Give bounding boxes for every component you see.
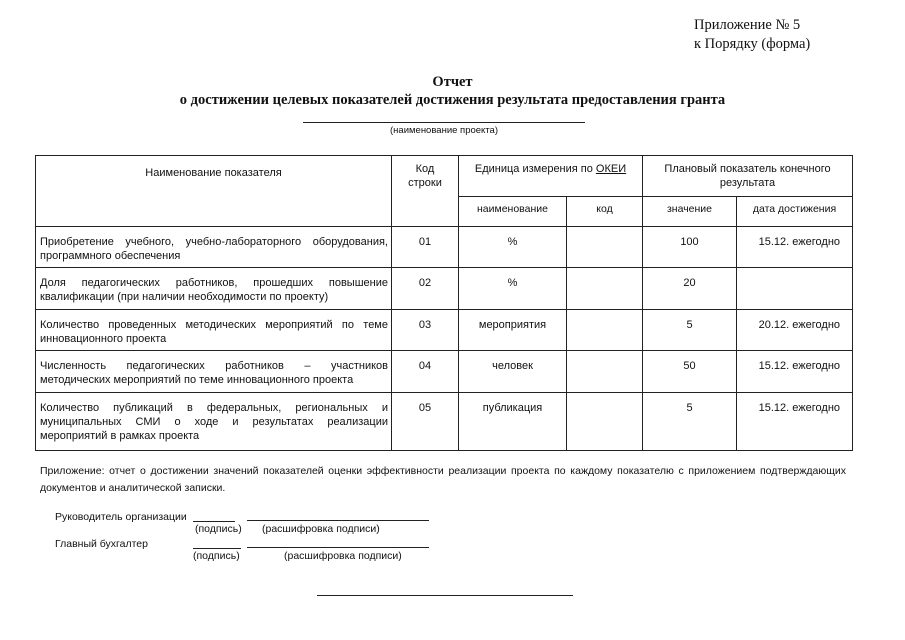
header-row-code-line2: строки bbox=[408, 177, 442, 189]
accountant-decode-caption: (расшифровка подписи) bbox=[284, 550, 402, 562]
header-plan: Плановый показатель конечного результата bbox=[643, 156, 853, 197]
row-indicator-name: Количество проведенных методических мероприятий по теме инновационного проекта bbox=[36, 310, 392, 351]
annex-header bbox=[694, 16, 810, 54]
row-unit-code bbox=[567, 351, 643, 393]
row-unit: человек bbox=[459, 351, 567, 393]
accountant-signature-label: Главный бухгалтер bbox=[55, 538, 148, 550]
table-row bbox=[36, 393, 853, 451]
row-code: 01 bbox=[392, 227, 459, 268]
head-decode-caption: (расшифровка подписи) bbox=[262, 523, 380, 535]
table-row bbox=[36, 351, 853, 393]
row-indicator-name: Доля педагогических работников, прошедших повышение квалификации (при наличии необходимости по проекту) bbox=[36, 268, 392, 310]
header-unit bbox=[459, 156, 643, 197]
header-unit-prefix: Единица измерения по bbox=[474, 163, 596, 175]
table-row bbox=[36, 268, 853, 310]
subheader-date: дата достижения bbox=[737, 197, 853, 227]
row-value: 20 bbox=[643, 268, 737, 310]
row-unit: мероприятия bbox=[459, 310, 567, 351]
project-name-line bbox=[303, 122, 585, 123]
row-value: 100 bbox=[643, 227, 737, 268]
accountant-signature-line bbox=[193, 548, 241, 549]
row-value: 5 bbox=[643, 393, 737, 451]
header-indicator: Наименование показателя bbox=[36, 156, 392, 227]
subheader-unit-code: код bbox=[567, 197, 643, 227]
head-decode-line bbox=[247, 520, 429, 521]
row-date: 15.12. ежегодно bbox=[737, 393, 853, 451]
row-date: 15.12. ежегодно bbox=[737, 227, 853, 268]
indicators-table bbox=[35, 155, 853, 451]
head-signature-line bbox=[193, 521, 235, 522]
attachment-note: Приложение: отчет о достижении значений показателей оценки эффективности реализации проекта по каждому показателю с приложением подтверждающих документов и аналитической записки. bbox=[40, 465, 846, 494]
row-code: 03 bbox=[392, 310, 459, 351]
row-code: 02 bbox=[392, 268, 459, 310]
accountant-decode-line bbox=[247, 547, 429, 548]
report-subtitle: о достижении целевых показателей достижения результата предоставления гранта bbox=[179, 92, 726, 108]
row-unit: публикация bbox=[459, 393, 567, 451]
subheader-unit-name: наименование bbox=[459, 197, 567, 227]
accountant-signature-caption: (подпись) bbox=[193, 550, 240, 562]
row-date: 15.12. ежегодно bbox=[737, 351, 853, 393]
row-unit: % bbox=[459, 268, 567, 310]
row-code: 05 bbox=[392, 393, 459, 451]
row-date bbox=[737, 268, 853, 310]
row-value: 5 bbox=[643, 310, 737, 351]
row-unit-code bbox=[567, 393, 643, 451]
row-unit-code bbox=[567, 227, 643, 268]
head-signature-label: Руководитель организации bbox=[55, 511, 187, 523]
row-indicator-name: Приобретение учебного, учебно-лабораторного оборудования, программного обеспечения bbox=[36, 227, 392, 268]
annex-order: к Порядку (форма) bbox=[694, 36, 811, 52]
row-value: 50 bbox=[643, 351, 737, 393]
table-header-row bbox=[36, 156, 853, 197]
project-name-caption: (наименование проекта) bbox=[390, 125, 498, 136]
head-signature-caption: (подпись) bbox=[195, 523, 242, 535]
footer-rule bbox=[317, 595, 573, 596]
row-unit: % bbox=[459, 227, 567, 268]
row-indicator-name: Количество публикаций в федеральных, региональных и муниципальных СМИ о ходе и результатах реализации мероприятий в рамках проекта bbox=[36, 393, 392, 451]
row-unit-code bbox=[567, 310, 643, 351]
subheader-value: значение bbox=[643, 197, 737, 227]
table-row bbox=[36, 227, 853, 268]
header-unit-okei: ОКЕИ bbox=[595, 163, 627, 175]
header-row-code-line1: Код bbox=[415, 163, 435, 175]
header-row-code bbox=[392, 156, 459, 227]
row-indicator-name: Численность педагогических работников – участников методических мероприятий по теме инновационного проекта bbox=[36, 351, 392, 393]
annex-number: Приложение № 5 bbox=[694, 17, 801, 33]
row-unit-code bbox=[567, 268, 643, 310]
row-date: 20.12. ежегодно bbox=[737, 310, 853, 351]
report-title: Отчет bbox=[432, 74, 473, 90]
table-row bbox=[36, 310, 853, 351]
row-code: 04 bbox=[392, 351, 459, 393]
